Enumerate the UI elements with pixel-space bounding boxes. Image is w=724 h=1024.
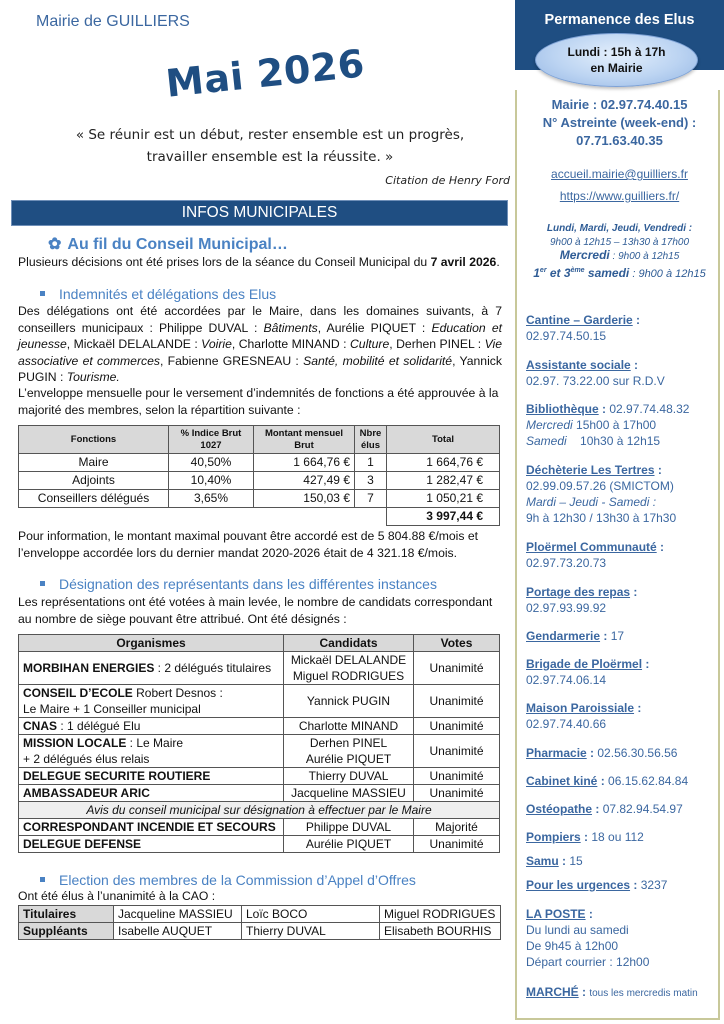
contact-line: De 9h45 à 12h00 [526, 939, 619, 953]
cell: Maire [19, 454, 169, 472]
info-paragraph: Pour information, le montant maximal pouvant être accordé est de 5 804.88 €/mois et l’enveloppe accordée lors du dernier mandat 2020-2026 était de 4 321.18 €/mois. [18, 529, 478, 560]
contact-label-line [526, 584, 637, 600]
table-row [19, 923, 501, 940]
contact-label-line [526, 829, 644, 845]
heading-designation [40, 576, 437, 592]
contact-value: : [585, 907, 593, 921]
contact-label: Brigade de Ploërmel [526, 657, 643, 671]
table-row [19, 472, 500, 490]
candidate: Mickaël DELALANDE [290, 653, 407, 667]
heading-text: Indemnités et délégations des Elus [59, 286, 277, 302]
delegation-text: , Fabienne GRESNEAU : [159, 353, 304, 368]
contact-value: : [578, 985, 590, 999]
hours-times-2: : 9h00 à 12h15 [609, 251, 680, 262]
table-header-row [19, 635, 500, 652]
contact-value: 02.97.74.48.32 [606, 402, 690, 416]
cell: Conseillers délégués [19, 490, 169, 508]
organisme-name: CNAS [23, 719, 58, 733]
contact-label: Portage des repas [526, 585, 631, 599]
contact-value: : [656, 540, 665, 554]
contact-value: : [642, 657, 650, 671]
cell: 150,03 € [254, 490, 355, 508]
sat-label: samedi [584, 265, 630, 280]
contact-value: : [654, 463, 662, 477]
cell: Isabelle AUQUET [114, 923, 242, 940]
cell: 1 282,47 € [387, 472, 500, 490]
table-row [19, 735, 500, 768]
cell: Adjoints [19, 472, 169, 490]
contact-item [526, 584, 637, 616]
page-title: Mai 2026 [163, 41, 367, 106]
contact-line [526, 433, 689, 449]
contact-item [526, 539, 664, 571]
delegation-text: , Derhen PINEL : [389, 337, 485, 351]
delegation-text: , Yannick PUGIN : [18, 353, 502, 384]
table-row [19, 685, 500, 718]
sat-mid: et 3 [546, 265, 571, 280]
candidate: Jacqueline MASSIEU [291, 786, 406, 800]
cell: 1 050,21 € [387, 490, 500, 508]
table-row [19, 652, 500, 685]
cao-paragraph: Ont été élus à l’unanimité à la CAO : [18, 889, 216, 903]
organisme-cell [19, 785, 284, 802]
candidats-cell [284, 718, 414, 735]
separator-cell: Avis du conseil municipal sur désignation à effectuer par le Maire [19, 802, 500, 819]
quote-author: Citation de Henry Ford [385, 174, 510, 187]
candidats-cell [284, 768, 414, 785]
colon: : [558, 854, 567, 868]
candidats-cell: Philippe DUVAL [284, 819, 414, 836]
table-row [19, 490, 500, 508]
col-header: Total [387, 426, 500, 454]
table-row [19, 819, 500, 836]
sat-sup-1: er [539, 266, 547, 274]
delegation-text: , Mickaël DELALANDE : [66, 337, 202, 351]
contact-line: Départ courrier : 12h00 [526, 955, 650, 969]
vote-cell: Unanimité [414, 652, 500, 685]
hours-times-1: 9h00 à 12h15 – 13h30 à 17h00 [549, 236, 690, 248]
organisme-cell [19, 718, 284, 735]
contact-line: Du lundi au samedi [526, 923, 629, 937]
hours-saturday [515, 264, 724, 282]
contact-label-line [526, 773, 688, 789]
day: Mercredi [526, 418, 573, 432]
day: Samedi [526, 434, 567, 448]
row-label: Suppléants [19, 923, 114, 940]
vote-cell: Unanimité [414, 685, 500, 718]
contact-line [526, 494, 676, 510]
candidate: Charlotte MINAND [298, 719, 399, 733]
cell: Elisabeth BOURHIS [380, 923, 501, 940]
table-row [19, 718, 500, 735]
designation-paragraph: Les représentations ont été votées à main levée, le nombre de candidats correspondant au nombre de siège pouvant être attribué. Ont été désignés : [18, 595, 493, 626]
intro-end: . [496, 255, 500, 269]
candidate: Yannick PUGIN [306, 694, 391, 708]
cell: 3 [355, 472, 387, 490]
contact-value: 02.56.30.56.56 [594, 746, 678, 760]
delegation-text: , Aurélie PIQUET : [317, 320, 432, 335]
contact-item [526, 700, 641, 732]
table-row [19, 836, 500, 853]
contact-value: 15 [566, 854, 583, 868]
col-header: Montant mensuel Brut [254, 426, 355, 454]
square-bullet-icon [40, 581, 45, 586]
time: 10h30 à 12h15 [566, 434, 661, 448]
contact-label: Pompiers [526, 830, 581, 844]
vote-cell: Unanimité [414, 836, 500, 853]
cao-table [18, 905, 501, 940]
quote-line-2: travailler ensemble est la réussite. » [146, 149, 394, 165]
contact-line [526, 417, 689, 433]
intro-paragraph [18, 254, 500, 271]
table-row [19, 906, 501, 923]
contact-label: Pour les urgences [526, 878, 631, 892]
grand-total: 3 997,44 € [387, 508, 500, 526]
organisme-cell [19, 819, 284, 836]
contact-label: Gendarmerie [526, 629, 601, 643]
candidats-cell [284, 735, 414, 768]
table-header-row [19, 426, 500, 454]
vote-cell: Majorité [414, 819, 500, 836]
contact-line: 9h à 12h30 / 13h30 à 17h30 [526, 511, 677, 525]
candidats-cell [284, 652, 414, 685]
contact-value: 07.82.94.54.97 [599, 802, 683, 816]
candidate: Thierry DUVAL [308, 769, 389, 783]
astreinte-label: N° Astreinte (week-end) : [542, 115, 697, 130]
contact-label: Cantine – Garderie [526, 313, 633, 327]
contact-value: : [630, 358, 639, 372]
organisme-name: MORBIHAN ENERGIES [23, 661, 155, 675]
contact-line: 02.99.09.57.26 (SMICTOM) [526, 479, 674, 493]
vote-cell: Unanimité [414, 735, 500, 768]
col-header: Nbre élus [355, 426, 387, 454]
quote-line-1: « Se réunir est un début, rester ensemble est un progrès, [75, 127, 465, 143]
contact-label-line [526, 877, 667, 893]
cell: 3,65% [169, 490, 254, 508]
delegation-domain: Santé, mobilité et solidarité [303, 353, 453, 368]
contact-label-line [526, 628, 624, 644]
cell: 7 [355, 490, 387, 508]
delegation-text: Des délégations ont été accordées par le Maire, dans les domaines suivants, à 7 conseillers municipaux : Philippe DUVAL : [18, 304, 502, 335]
heading-text: Désignation des représentants dans les différentes instances [59, 576, 437, 592]
flower-icon: ✿ [48, 236, 62, 253]
heading-text: Election des membres de la Commission d’Appel d’Offres [59, 872, 416, 888]
organisme-name: MISSION LOCALE [23, 736, 127, 750]
cell: 1 664,76 € [387, 454, 500, 472]
contact-label: Cabinet kiné [526, 774, 598, 788]
enveloppe-paragraph: L’enveloppe mensuelle pour le versement d’indemnités de fonctions a été approuvée à la majorité des membres, selon la répartition suivante : [18, 386, 499, 417]
colon: : [630, 878, 638, 892]
organisme-cell [19, 652, 284, 685]
organisme-name: CORRESPONDANT INCENDIE ET SECOURS [23, 820, 276, 834]
contact-item [526, 357, 665, 389]
contact-label-line [526, 357, 665, 373]
contact-label-line [526, 906, 649, 922]
colon: : [580, 830, 589, 844]
quote [40, 124, 500, 168]
contact-label: Pharmacie [526, 746, 587, 760]
table-row [19, 454, 500, 472]
organisme-detail: : Le Maire [126, 736, 184, 750]
organisme-cell [19, 735, 284, 768]
row-label: Titulaires [19, 906, 114, 923]
organisme-name: CONSEIL D’ECOLE [23, 686, 133, 700]
delegations-paragraph [18, 303, 502, 386]
contact-item [526, 656, 649, 688]
contact-item [526, 829, 644, 845]
contact-label-line [526, 312, 640, 328]
hours-days-2: Mercredi [559, 248, 610, 262]
organisme-detail: Robert Desnos : [132, 686, 223, 700]
section-banner: INFOS MUNICIPALES [11, 200, 508, 226]
indemnites-table [18, 425, 500, 526]
col-header: % Indice Brut 1027 [169, 426, 254, 454]
contact-label: Samu [526, 854, 559, 868]
organisme-name: DELEGUE SECURITE ROUTIERE [23, 769, 211, 783]
contact-item [526, 745, 677, 761]
square-bullet-icon [40, 291, 45, 296]
permanence-badge [535, 33, 698, 87]
contact-item [526, 853, 583, 869]
contact-line: 02.97.74.40.66 [526, 717, 607, 731]
delegation-domain: Bâtiments [263, 320, 318, 335]
candidats-cell [284, 785, 414, 802]
candidate: Derhen PINEL [309, 736, 388, 750]
candidate: Aurélie PIQUET [305, 752, 392, 766]
cell: 1 664,76 € [254, 454, 355, 472]
website-link[interactable]: https://www.guilliers.fr/ [559, 189, 680, 203]
intro-text: Plusieurs décisions ont été prises lors de la séance du Conseil Municipal du [18, 255, 431, 269]
sat-1: 1 [533, 265, 540, 280]
heading-cao [40, 872, 416, 888]
contact-value: : [632, 313, 641, 327]
contact-line: 02.97.93.99.92 [526, 601, 607, 615]
contact-item [526, 628, 624, 644]
organisme-cell [19, 768, 284, 785]
contact-label-line [526, 801, 683, 817]
cell: 10,40% [169, 472, 254, 490]
colon: : [592, 802, 600, 816]
contact-label-line [526, 401, 689, 417]
contact-value: : [634, 701, 642, 715]
colon: : [598, 402, 607, 416]
contact-label-line [526, 853, 583, 869]
candidats-cell [284, 685, 414, 718]
contact-label: LA POSTE [526, 907, 586, 921]
colon: : [600, 629, 608, 643]
contact-value: 18 ou 112 [588, 830, 644, 844]
contact-label-line [526, 539, 664, 555]
vote-cell: Unanimité [414, 718, 500, 735]
cell: Miguel RODRIGUES [380, 906, 501, 923]
contact-line: 02.97.73.20.73 [526, 556, 607, 570]
contact-label-line [526, 745, 677, 761]
contact-value: 17 [607, 629, 625, 643]
contact-item [526, 877, 667, 893]
cell: 1 [355, 454, 387, 472]
organisme-detail: Le Maire + 1 Conseiller municipal [23, 702, 201, 716]
organisme-name: DELEGUE DEFENSE [23, 837, 142, 851]
contact-item [526, 312, 640, 344]
table-row [19, 785, 500, 802]
table-row [19, 768, 500, 785]
contact-item [526, 984, 698, 1002]
contact-label: MARCHÉ [526, 985, 579, 999]
contact-label: Ploërmel Communauté [526, 540, 657, 554]
contact-item [526, 401, 689, 449]
cell: Jacqueline MASSIEU [114, 906, 242, 923]
mairie-contact [515, 96, 724, 150]
astreinte-phone: 07.71.63.40.35 [576, 133, 663, 148]
org-name: Mairie de GUILLIERS [36, 13, 190, 30]
contact-item [526, 773, 688, 789]
vote-cell: Unanimité [414, 768, 500, 785]
contact-line: 02.97.74.50.15 [526, 329, 607, 343]
contact-value: : [630, 585, 638, 599]
contact-value: 3237 [637, 878, 668, 892]
organisme-name: AMBASSADEUR ARIC [23, 786, 150, 800]
vote-cell: Unanimité [414, 785, 500, 802]
col-header: Fonctions [19, 426, 169, 454]
organisme-detail: + 2 délégués élus relais [23, 752, 150, 766]
candidats-cell: Aurélie PIQUET [284, 836, 414, 853]
separator-row [19, 802, 500, 819]
contact-note: tous les mercredis matin [589, 988, 698, 999]
contact-label: Assistante sociale [526, 358, 631, 372]
colon: : [586, 746, 595, 760]
contact-item [526, 801, 683, 817]
section-title: Au fil du Conseil Municipal… [67, 236, 288, 253]
organisme-detail: : 2 délégués titulaires [154, 661, 272, 675]
permanence-line-2: en Mairie [590, 61, 643, 75]
contact-label: Déchèterie Les Tertres [526, 463, 655, 477]
sidebar-title: Permanence des Elus [544, 12, 695, 28]
delegation-domain: Vie associative et commerces [18, 337, 503, 368]
col-header: Candidats [284, 635, 414, 652]
square-bullet-icon [40, 877, 45, 882]
contact-line: 02.97.74.06.14 [526, 673, 607, 687]
contact-label: Bibliothèque [526, 402, 599, 416]
contact-line: 02.97. 73.22.00 sur R.D.V [526, 374, 665, 388]
col-header: Votes [414, 635, 500, 652]
cell: Loïc BOCO [242, 906, 380, 923]
mairie-phone: Mairie : 02.97.74.40.15 [551, 97, 688, 112]
permanence-line-1: Lundi : 15h à 17h [567, 45, 666, 59]
organisme-cell [19, 836, 284, 853]
sat-times: : 9h00 à 12h15 [629, 267, 706, 280]
time: 15h00 à 17h00 [572, 418, 657, 432]
colon: : [597, 774, 605, 788]
empty-cell [19, 508, 387, 526]
contact-item [526, 906, 649, 970]
delegation-domain: Voirie [201, 337, 232, 351]
contact-item [526, 462, 676, 526]
delegation-domain: Education et jeunesse [18, 320, 502, 351]
cell: 427,49 € [254, 472, 355, 490]
hours-wednesday [515, 249, 724, 264]
designation-table [18, 634, 500, 853]
col-header: Organismes [19, 635, 284, 652]
contact-label: Maison Paroissiale [526, 701, 635, 715]
contact-label: Ostéopathe [526, 802, 593, 816]
cell: Thierry DUVAL [242, 923, 380, 940]
opening-hours [515, 222, 724, 281]
email-link[interactable]: accueil.mairie@guilliers.fr [551, 167, 688, 181]
contact-label-line [526, 700, 641, 716]
organisme-cell [19, 685, 284, 718]
sat-sup-2: ème [570, 266, 585, 274]
heading-indemnites [40, 286, 276, 302]
days: Mardi – Jeudi - Samedi : [526, 495, 657, 509]
intro-date: 7 avril 2026 [430, 255, 497, 269]
contact-label-line [526, 462, 676, 478]
sidebar [515, 0, 724, 1024]
contact-value: 06.15.62.84.84 [604, 774, 689, 788]
section-heading [48, 234, 288, 254]
delegation-text: , Charlotte MINAND : [231, 337, 350, 351]
hours-days-1: Lundi, Mardi, Jeudi, Vendredi : [546, 223, 693, 234]
candidate: Miguel RODRIGUES [292, 669, 405, 683]
organisme-detail: : 1 délégué Elu [57, 719, 141, 733]
cell: 40,50% [169, 454, 254, 472]
total-row [19, 508, 500, 526]
delegation-domain: Tourisme. [66, 370, 120, 384]
delegation-domain: Culture [349, 337, 390, 351]
contact-label-line [526, 656, 649, 672]
contact-label-line [526, 984, 698, 1002]
